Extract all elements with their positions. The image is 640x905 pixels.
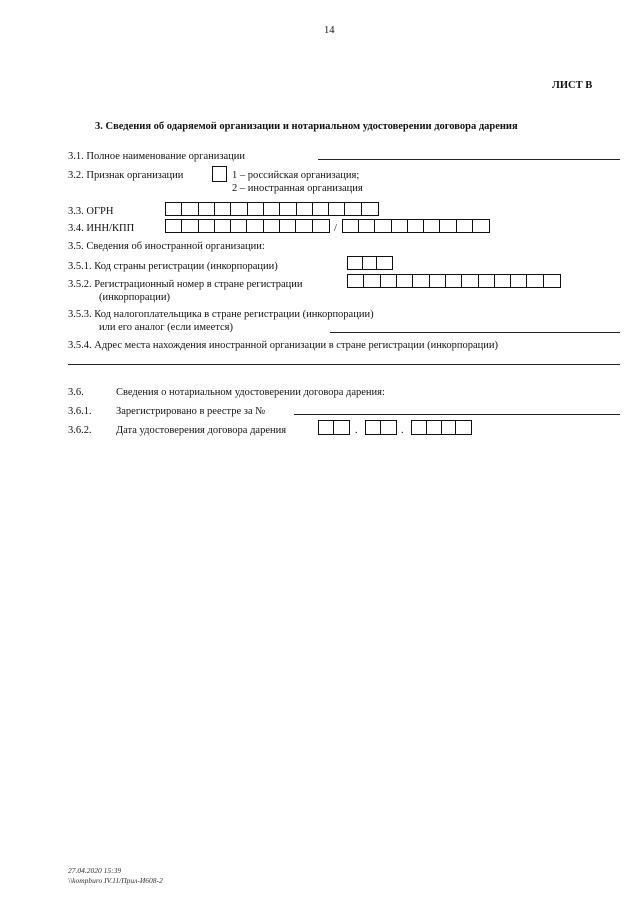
- sheet-label: ЛИСТ В: [552, 80, 593, 91]
- field-3-6-1-label: Зарегистрировано в реестре за №: [116, 406, 266, 417]
- footer-timestamp: 27.04.2020 15:39: [68, 866, 122, 875]
- field-3-4-label: 3.4. ИНН/КПП: [68, 223, 135, 234]
- inn-cells[interactable]: [165, 219, 330, 233]
- organization-type-checkbox[interactable]: [212, 166, 227, 182]
- field-3-5-3-label-cont: или его аналог (если имеется): [99, 322, 233, 333]
- date-year-cells[interactable]: [411, 420, 472, 435]
- foreign-address-input-line[interactable]: [68, 364, 620, 365]
- kpp-cells[interactable]: [342, 219, 490, 233]
- organization-type-option-1: 1 – российская организация;: [232, 170, 360, 181]
- field-3-5-1-label: 3.5.1. Код страны регистрации (инкорпорации): [68, 261, 278, 272]
- section-title: 3. Сведения об одаряемой организации и нотариальном удостоверении договора дарения: [95, 121, 518, 132]
- field-3-1-label: 3.1. Полное наименование организации: [68, 151, 246, 162]
- date-month-cells[interactable]: [365, 420, 397, 435]
- ogrn-cells[interactable]: [165, 202, 379, 216]
- field-3-2-label: 3.2. Признак организации: [68, 170, 184, 181]
- inn-kpp-separator: /: [334, 223, 337, 234]
- field-3-5-label: 3.5. Сведения об иностранной организации:: [68, 241, 265, 252]
- page-number: 14: [324, 25, 335, 36]
- field-3-1-input-line[interactable]: [318, 159, 620, 160]
- date-separator-1: .: [355, 425, 358, 436]
- footer-file-path: \\kompburo IV.11/Прил-И608-2: [68, 876, 163, 885]
- registry-number-input-line[interactable]: [294, 414, 620, 415]
- date-day-cells[interactable]: [318, 420, 350, 435]
- field-3-6-2-number: 3.6.2.: [68, 425, 92, 436]
- organization-type-option-2: 2 – иностранная организация: [232, 183, 363, 194]
- taxpayer-code-input-line[interactable]: [330, 332, 620, 333]
- country-code-cells[interactable]: [347, 256, 393, 270]
- field-3-6-label: Сведения о нотариальном удостоверении договора дарения:: [116, 387, 385, 398]
- registration-number-cells[interactable]: [347, 274, 561, 288]
- field-3-5-3-label: 3.5.3. Код налогоплательщика в стране регистрации (инкорпорации): [68, 309, 374, 320]
- field-3-3-label: 3.3. ОГРН: [68, 206, 114, 217]
- date-separator-2: .: [401, 425, 404, 436]
- field-3-6-2-label: Дата удостоверения договора дарения: [116, 425, 287, 436]
- field-3-6-number: 3.6.: [68, 387, 84, 398]
- field-3-6-1-number: 3.6.1.: [68, 406, 92, 417]
- field-3-5-2-label: 3.5.2. Регистрационный номер в стране регистрации: [68, 279, 303, 290]
- field-3-5-2-label-cont: (инкорпорации): [99, 292, 170, 303]
- field-3-5-4-label: 3.5.4. Адрес места нахождения иностранной организации в стране регистрации (инкорпорации): [68, 340, 499, 351]
